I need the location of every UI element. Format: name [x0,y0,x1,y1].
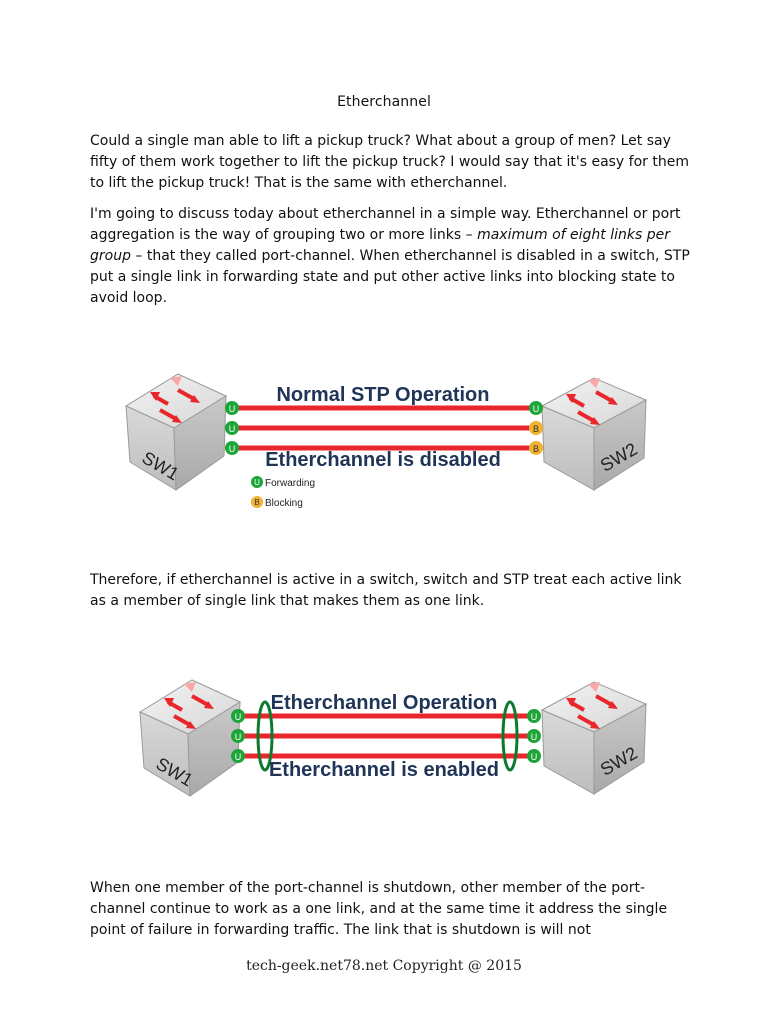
left-port-2 [225,421,239,435]
right-port-3 [529,441,543,455]
footer-copyright: tech-geek.net78.net Copyright @ 2015 [246,958,522,974]
switch-sw2-icon [542,378,646,490]
right-port-1 [529,401,543,415]
figure1-subtitle: Etherchannel is disabled [265,449,501,471]
figure-normal-stp [120,366,650,526]
figure2-title: Etherchannel Operation [270,692,498,714]
left-port-3 [225,441,239,455]
switch-sw2-icon-2 [542,682,646,794]
bundle-left-port-2 [231,729,245,743]
left-port-1-state: U [228,404,236,414]
bundle-left-port-3 [231,749,245,763]
legend-forwarding [251,476,315,489]
paragraph-active-etherchannel: Therefore, if etherchannel is active in a switch, switch and STP treat each active link as a member of single link that makes them as one link. [90,572,682,609]
right-port-1-state: U [532,404,540,414]
paragraph-definition-text-a: I'm going to discuss today about etherchannel in a simple way. Etherchannel or port aggregation is the way of grouping two or more links – [90,206,681,243]
legend-forwarding-letter: U [254,478,260,487]
paragraph-definition-text-b: – that they called port-channel. When etherchannel is disabled in a switch, STP put a single link in forwarding state and put other active links into blocking state to avoid loop. [90,248,690,306]
paragraph-shutdown: When one member of the port-channel is shutdown, other member of the port-channel continue to work as a one link, and at the same time it address the single point of failure in forwarding traffic. The link that is shutdown is will not [90,880,668,938]
left-port-2-state: U [228,424,236,434]
figure2-subtitle: Etherchannel is enabled [268,759,500,781]
switch-sw1-label-2: SW1 [152,753,197,791]
figure-etherchannel-operation [120,672,650,802]
legend-forwarding-label: Forwarding [265,478,316,489]
right-port-3-state: B [532,444,540,454]
bundle-right-port-2 [527,729,541,743]
bundle-right-port-2-state: U [530,732,538,742]
paragraph-definition [90,204,690,309]
bundle-left-port-2-state: U [234,732,242,742]
switch-sw2-label-2: SW2 [596,742,641,780]
legend-blocking-label: Blocking [265,498,303,509]
left-port-1 [225,401,239,415]
document-title: Etherchannel [337,94,431,110]
switch-sw1-icon-2 [140,680,240,796]
legend-blocking [251,496,303,509]
right-port-2 [529,421,543,435]
paragraph-intro: Could a single man able to lift a pickup truck? What about a group of men? Let say fifty of them work together to lift the pickup truck? I would say that it's easy for them to lift the pickup truck! That is the same with etherchannel. [90,133,689,191]
bundle-left-port-1-state: U [234,712,242,722]
bundle-left-port-1 [231,709,245,723]
switch-sw1-icon [126,374,226,490]
switch-sw2-label: SW2 [596,438,641,476]
bundle-left-port-3-state: U [234,752,242,762]
figure1-title: Normal STP Operation [276,384,490,406]
bundle-right-port-1-state: U [530,712,538,722]
right-port-2-state: B [532,424,540,434]
bundle-right-port-1 [527,709,541,723]
paragraph-definition-emphasis: maximum of eight links per group [90,227,670,264]
bundle-right-port-3-state: U [530,752,538,762]
bundle-right-port-3 [527,749,541,763]
left-port-3-state: U [228,444,236,454]
legend-blocking-letter: B [254,498,260,507]
switch-sw1-label: SW1 [138,447,183,485]
